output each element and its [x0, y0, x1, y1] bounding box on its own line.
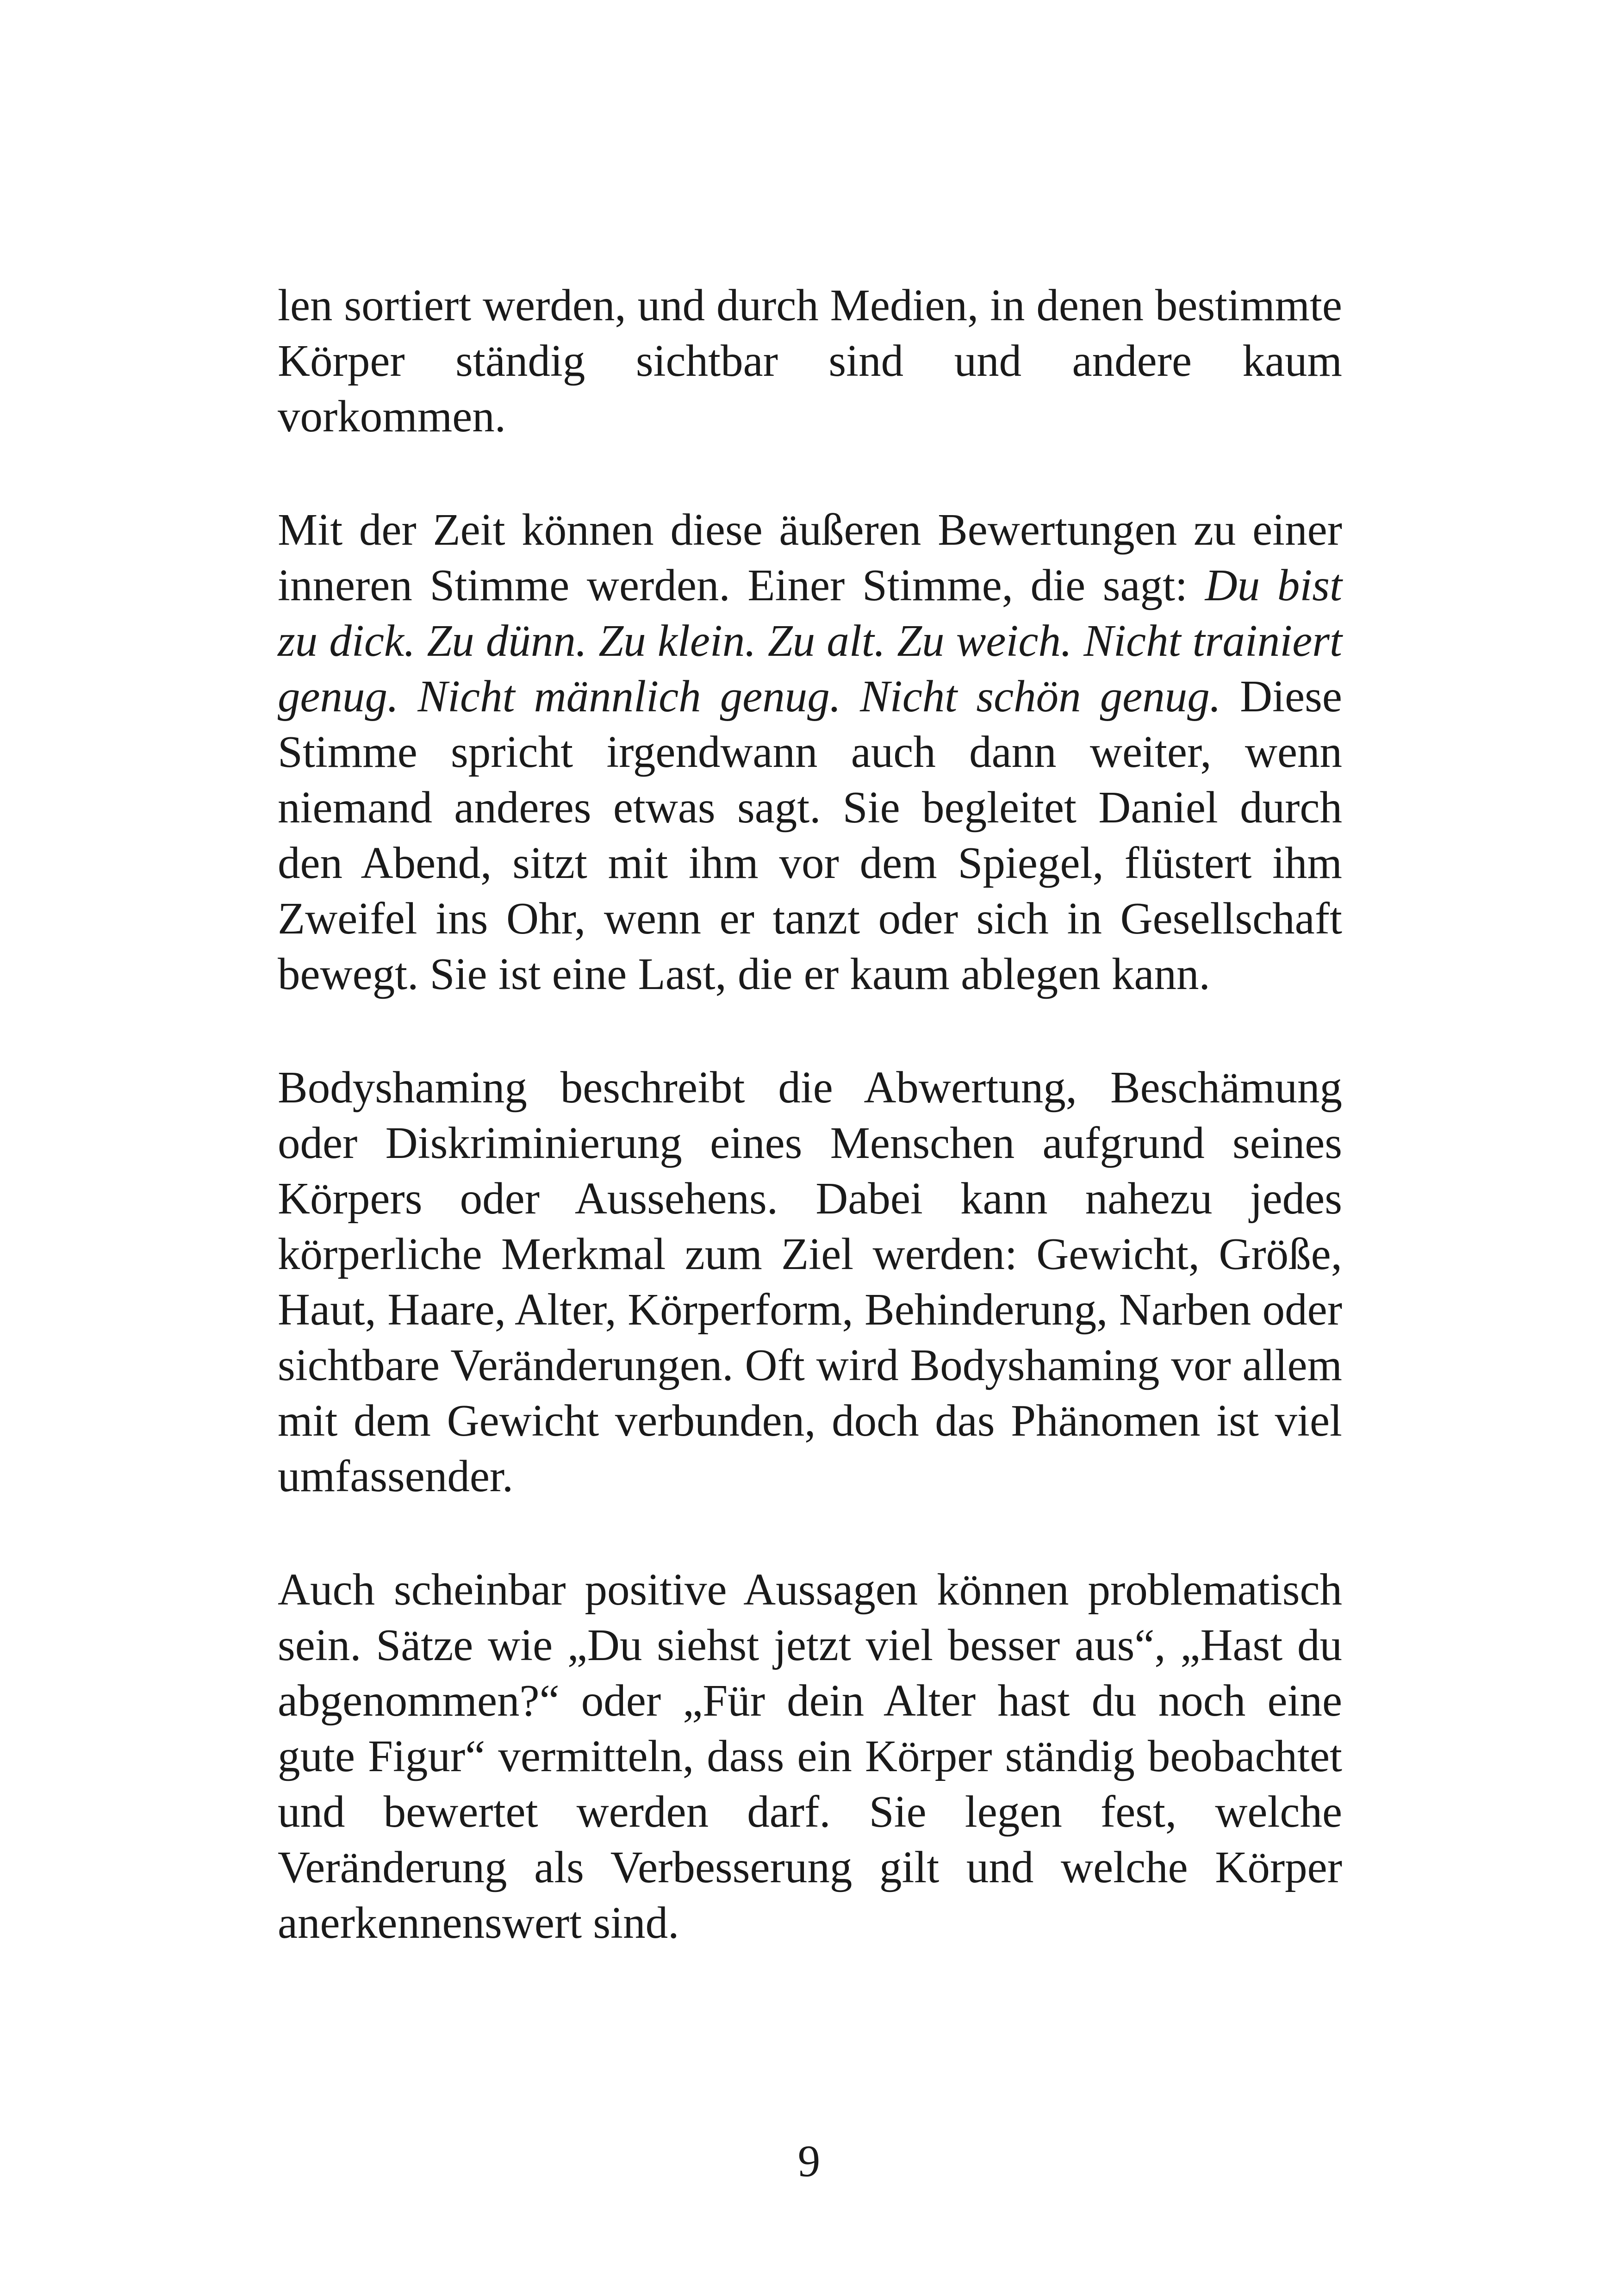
- paragraph-2-italic-quote: Du bist zu dick. Zu dünn. Zu klein. Zu alt. Zu weich. Nicht trainiert genug. Nicht männlich genug. Nicht schön genug.: [278, 560, 1342, 721]
- paragraph-4: [278, 1562, 1342, 1951]
- paragraph-2: [278, 502, 1342, 1002]
- page-body: [278, 278, 1342, 1951]
- paragraph-1: [278, 278, 1342, 444]
- paragraph-2-text-after: Diese Stimme spricht irgendwann auch dann weiter, wenn niemand anderes etwas sagt. Sie begleitet Daniel durch den Abend, sitzt mit ihm vor dem Spiegel, flüstert ihm Zweifel ins Ohr, wenn er tanzt oder sich in Gesellschaft bewegt. Sie ist eine Last, die er kaum ablegen kann.: [278, 672, 1342, 999]
- paragraph-1-text: len sortiert werden, und durch Medien, in denen bestimmte Körper ständig sichtbar sind und andere kaum vorkommen.: [278, 280, 1342, 441]
- paragraph-2-text-before: Mit der Zeit können diese äußeren Bewertungen zu einer inneren Stimme werden. Einer Stimme, die sagt:: [278, 505, 1342, 610]
- page-number: 9: [797, 2136, 821, 2186]
- paragraph-4-text: Auch scheinbar positive Aussagen können problematisch sein. Sätze wie „Du siehst jetzt viel besser aus“, „Hast du abgenommen?“ oder „Für dein Alter hast du noch eine gute Figur“ vermitteln, dass ein Körper ständig beobachtet und bewertet werden darf. Sie legen fest, welche Veränderung als Verbesserung gilt und welche Körper anerkennenswert sind.: [278, 1565, 1342, 1948]
- paragraph-3: [278, 1060, 1342, 1504]
- paragraph-3-text: Bodyshaming beschreibt die Abwertung, Beschämung oder Diskriminierung eines Menschen aufgrund seines Körpers oder Aussehens. Dabei kann nahezu jedes körperliche Merkmal zum Ziel werden: Gewicht, Größe, Haut, Haare, Alter, Körperform, Behinderung, Narben oder sichtbare Veränderungen. Oft wird Bodyshaming vor allem mit dem Gewicht verbunden, doch das Phänomen ist viel umfassender.: [278, 1063, 1342, 1501]
